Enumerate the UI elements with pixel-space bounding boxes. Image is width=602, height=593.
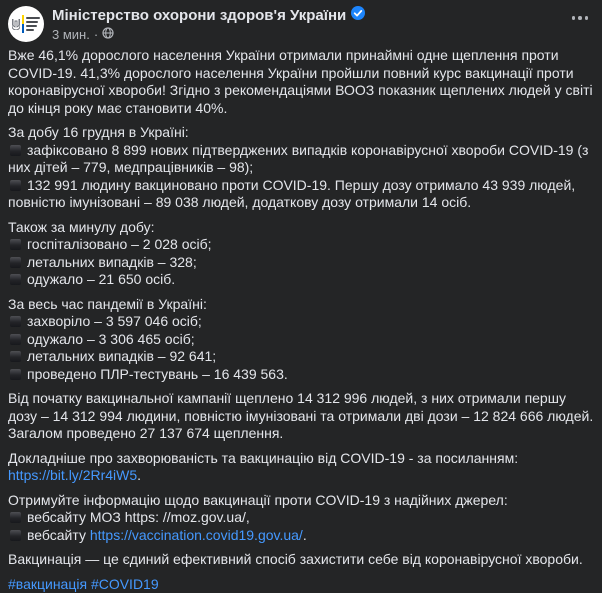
post-paragraph: [8, 124, 594, 212]
post-paragraph: [8, 390, 594, 443]
post-paragraph: [8, 492, 594, 545]
post-text: Вакцинація — це єдиний ефективний спосіб захистити себе від коронавірусної хвороби.: [8, 551, 583, 567]
post-paragraph: [8, 47, 594, 117]
post-paragraph: [8, 296, 594, 384]
header-text: [52, 6, 365, 42]
verified-badge-icon: [351, 6, 365, 25]
post-text-line: [8, 551, 594, 569]
post-text: вебсайту: [27, 526, 90, 543]
post-text-line: [8, 219, 594, 237]
trident-emblem-icon: [12, 19, 20, 30]
post-text-line: [8, 236, 594, 254]
black-square-bullet-icon: [10, 512, 21, 523]
post-text-line: [8, 47, 594, 117]
post-text: Від початку вакцинальної кампанії щеплено 14 312 996 людей, з них отримали першу дозу – 14 312 994 людини, повністю імунізовані та отримали дві дози – 12 824 666 людей. Загалом проведено 27 137 674 щеплення.: [8, 390, 594, 441]
post-text: Отримуйте інформацію щодо вакцинації проти COVID-19 з надійних джерел:: [8, 491, 508, 508]
post-text: .: [137, 467, 142, 483]
post-text-line: [8, 467, 594, 485]
post-text-line: [8, 313, 594, 331]
black-square-bullet-icon: [10, 239, 21, 250]
post-text-line: [8, 254, 594, 272]
hashtag-link[interactable]: #вакцинація: [8, 575, 88, 592]
post-text: одужало – 3 306 465 осіб;: [27, 330, 195, 347]
post-text-line: [8, 331, 594, 349]
post-meta: [52, 27, 365, 42]
post-body: [8, 47, 594, 593]
post-text: За весь час пандемії в Україні:: [8, 295, 207, 312]
ministry-logo-text-lines: [26, 17, 40, 31]
black-square-bullet-icon: [10, 351, 21, 362]
post-text: одужало – 21 650 осіб.: [27, 271, 176, 287]
post-paragraph: [8, 450, 594, 485]
black-square-bullet-icon: [10, 369, 21, 380]
post-paragraph: [8, 551, 594, 569]
post-text: .: [302, 526, 307, 543]
post-text-line: [8, 348, 594, 366]
post-text-line: [8, 509, 594, 527]
inline-link[interactable]: https://vaccination.covid19.gov.ua/: [89, 526, 303, 543]
post-text: захворіло – 3 597 046 осіб;: [27, 313, 202, 329]
post-text-line: [8, 142, 594, 177]
post-text-line: [8, 271, 594, 289]
black-square-bullet-icon: [10, 180, 21, 191]
meta-separator: ·: [93, 27, 99, 42]
black-square-bullet-icon: [10, 257, 21, 268]
black-square-bullet-icon: [10, 274, 21, 285]
post-text-line: [8, 296, 594, 314]
black-square-bullet-icon: [10, 145, 21, 156]
page-avatar[interactable]: [8, 6, 44, 42]
post-text: За добу 16 грудня в Україні:: [8, 124, 189, 140]
post-text-line: [8, 576, 594, 593]
post-text: вебсайту МОЗ https: //moz.gov.ua/,: [27, 509, 250, 525]
post-text: госпіталізовано – 2 028 осіб;: [27, 236, 212, 252]
post-text-line: [8, 527, 594, 545]
timestamp[interactable]: 3 мин.: [52, 27, 90, 42]
post-paragraph: [8, 576, 594, 593]
inline-link[interactable]: https://bit.ly/2Rr4iW5: [8, 467, 138, 483]
post-header: [8, 6, 594, 42]
post-text: проведено ПЛР-тестувань – 16 439 563.: [27, 365, 288, 382]
hashtag-link[interactable]: #COVID19: [90, 575, 159, 592]
post-options-button[interactable]: [568, 10, 592, 26]
post-text-line: [8, 390, 594, 443]
post-text-line: [8, 366, 594, 384]
post-text: 132 991 людину вакциновано проти COVID-19. Першу дозу отримало 43 939 людей, повністю імунізовані – 89 038 людей, додаткову дозу отримали 14 осіб.: [8, 176, 576, 210]
post-text: Докладніше про захворюваність та вакцинацію від COVID-19 - за посиланням:: [8, 449, 519, 466]
black-square-bullet-icon: [10, 334, 21, 345]
public-globe-icon: [102, 27, 114, 42]
post-text: летальних випадків – 328;: [27, 253, 197, 270]
post-text-line: [8, 124, 594, 142]
post-text: летальних випадків – 92 641;: [27, 348, 217, 364]
page-name-link[interactable]: Міністерство охорони здоров'я України: [52, 7, 347, 24]
post-text-line: [8, 492, 594, 510]
post-text: Вже 46,1% дорослого населення України отримали принаймні одне щеплення проти COVID-19. 41,3% дорослого населення України пройшли повний курс вакцинації проти коронавірусної хвороби! Згідно з рекомендаціями ВООЗ показник щеплених людей у світі до кінця року має становити 40%.: [8, 47, 593, 116]
post-text-line: [8, 450, 594, 468]
post-text: Також за минулу добу:: [8, 218, 155, 235]
flag-divider: [22, 15, 24, 33]
post-text: зафіксовано 8 899 нових підтверджених випадків коронавірусної хвороби COVID-19 (з них дітей – 779, медпрацівників – 98);: [8, 141, 589, 175]
black-square-bullet-icon: [10, 316, 21, 327]
post-paragraph: [8, 219, 594, 289]
black-square-bullet-icon: [10, 530, 21, 541]
post-text-line: [8, 177, 594, 212]
